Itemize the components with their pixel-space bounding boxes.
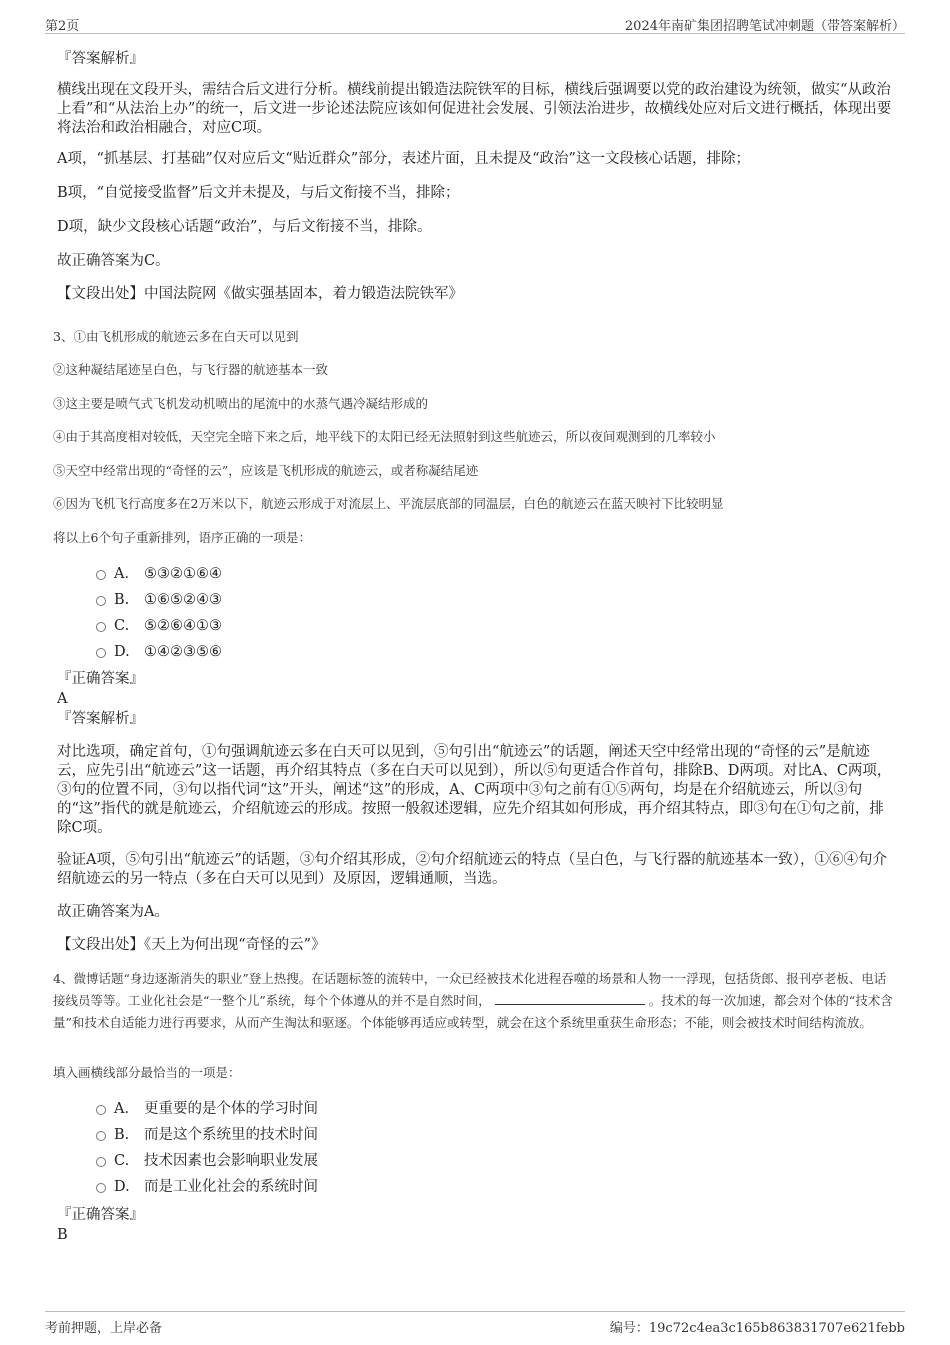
q3-sentence-3: ③这主要是喷气式飞机发动机喷出的尾流中的水蒸气遇冷凝结形成的 xyxy=(53,396,429,411)
q3-answer-label: 『正确答案』 xyxy=(57,671,144,687)
q2-analysis-label: 『答案解析』 xyxy=(57,51,144,67)
q3-analysis-label: 『答案解析』 xyxy=(57,711,144,727)
q4-option-d[interactable]: D. 而是工业化社会的系统时间 xyxy=(96,1177,318,1197)
q3-sentence-2: ②这种凝结尾迹呈白色，与飞行器的航迹基本一致 xyxy=(53,362,329,377)
fill-blank xyxy=(495,992,645,1005)
footer-slogan: 考前押题，上岸必备 xyxy=(45,1321,163,1336)
footer-code: 编号：19c72c4ea3c165b863831707e621febb xyxy=(609,1321,905,1336)
q4-option-c[interactable]: C. 技术因素也会影响职业发展 xyxy=(96,1151,318,1171)
q3-sentence-4: ④由于其高度相对较低，天空完全暗下来之后，地平线下的太阳已经无法照射到这些航迹云，所以夜间观测到的几率较小 xyxy=(53,429,716,444)
page-number: 第2页 xyxy=(45,19,80,34)
q4-option-a[interactable]: A． 更重要的是个体的学习时间 xyxy=(96,1099,318,1119)
page-footer xyxy=(45,1311,905,1336)
q3-analysis-p3: 故正确答案为A。 xyxy=(57,904,169,920)
radio-icon[interactable] xyxy=(96,1105,106,1115)
q3-option-d[interactable]: D. ①④②③⑤⑥ xyxy=(96,642,222,662)
radio-icon[interactable] xyxy=(96,570,106,580)
q3-answer: A xyxy=(57,691,68,707)
q3-analysis-p1: 对比选项，确定首句，①句强调航迹云多在白天可以见到，⑤句引出“航迹云”的话题，阐述天空中经常出现的“奇怪的云”是航迹云，应先引出“航迹云”这一话题，再介绍其特点（多在白天可以见到），所以⑤句更适合作首句，排除B、D两项。对比A、C两项，③句的位置不同，③句以指代词“这”开头，阐述“这”的形成，A、C两项中③句之前有①⑤两句，均是在介绍航迹云，所以③句的“这”指代的就是航迹云，介绍航迹云的形成。按照一般叙述逻辑，应先介绍其如何形成，再介绍其特点，即③句在①句之前，排除C项。 xyxy=(57,744,892,836)
q2-analysis-p5: 故正确答案为C。 xyxy=(57,253,170,269)
q4-prompt: 填入画横线部分最恰当的一项是： xyxy=(53,1065,241,1080)
q2-analysis-p3: B项，“自觉接受监督”后文并未提及，与后文衔接不当，排除； xyxy=(57,185,460,201)
q3-source: 【文段出处】《天上为何出现“奇怪的云”》 xyxy=(57,937,326,953)
q3-sentence-5: ⑤天空中经常出现的“奇怪的云”，应该是飞机形成的航迹云，或者称凝结尾迹 xyxy=(53,463,479,478)
q3-analysis-p2: 验证A项，⑤句引出“航迹云”的话题，③句介绍其形成，②句介绍航迹云的特点（呈白色，与飞行器的航迹基本一致），①⑥④句介绍航迹云的另一特点（多在白天可以见到）及原因，逻辑通顺，当选。 xyxy=(57,852,888,887)
radio-icon[interactable] xyxy=(96,622,106,632)
q4-option-b[interactable]: B. 而是这个系统里的技术时间 xyxy=(96,1125,318,1145)
q3-option-c[interactable]: C. ⑤②⑥④①③ xyxy=(96,616,222,636)
q3-sentence-6: ⑥因为飞机飞行高度多在2万米以下，航迹云形成于对流层上、平流层底部的同温层，白色的航迹云在蓝天映衬下比较明显 xyxy=(53,496,724,511)
radio-icon[interactable] xyxy=(96,596,106,606)
q4-stem: 4、微博话题“身边逐渐消失的职业”登上热搜。在话题标签的流转中，一众已经被技术化进程吞噬的场景和人物一一浮现，包括货郎、报刊亭老板、电话接线员等等。工业化社会是“一整个儿”系统，每个个体遵从的并不是自然时间， 。技术的每一次加速，都会对个体的“技术含量”和技术自适能力进行再要求，从而产生淘汰和驱逐。个体能够再适应或转型，就会在这个系统里重获生命形态；不能，则会被技术时间结构流放。 xyxy=(53,971,893,1030)
page-header xyxy=(45,13,905,34)
document-title: 2024年南矿集团招聘笔试冲刺题（带答案解析） xyxy=(624,19,905,34)
q2-analysis-p2: A项，“抓基层、打基础”仅对应后文“贴近群众”部分，表述片面，且未提及“政治”这一文段核心话题，排除； xyxy=(57,151,750,167)
q2-source: 【文段出处】中国法院网《做实强基固本，着力锻造法院铁军》 xyxy=(57,286,463,302)
q4-answer-label: 『正确答案』 xyxy=(57,1207,144,1223)
radio-icon[interactable] xyxy=(96,1131,106,1141)
q2-analysis-p1: 横线出现在文段开头，需结合后文进行分析。横线前提出锻造法院铁军的目标，横线后强调要以党的政治建设为统领，做实“从政治上看”和“从法治上办”的统一，后文进一步论述法院应该如何促进社会发展、引领法治进步，故横线处应对后文进行概括，体现出要将法治和政治相融合，对应C项。 xyxy=(57,82,892,136)
q4-answer: B xyxy=(57,1227,68,1243)
radio-icon[interactable] xyxy=(96,648,106,658)
radio-icon[interactable] xyxy=(96,1157,106,1167)
q2-analysis-p4: D项，缺少文段核心话题“政治”，与后文衔接不当，排除。 xyxy=(57,219,432,235)
q3-prompt: 将以上6个句子重新排列，语序正确的一项是： xyxy=(53,530,311,545)
radio-icon[interactable] xyxy=(96,1183,106,1193)
q3-sentence-1: 3、①由飞机形成的航迹云多在白天可以见到 xyxy=(53,329,299,344)
q3-option-a[interactable]: A． ⑤③②①⑥④ xyxy=(96,564,222,584)
q3-option-b[interactable]: B. ①⑥⑤②④③ xyxy=(96,590,222,610)
